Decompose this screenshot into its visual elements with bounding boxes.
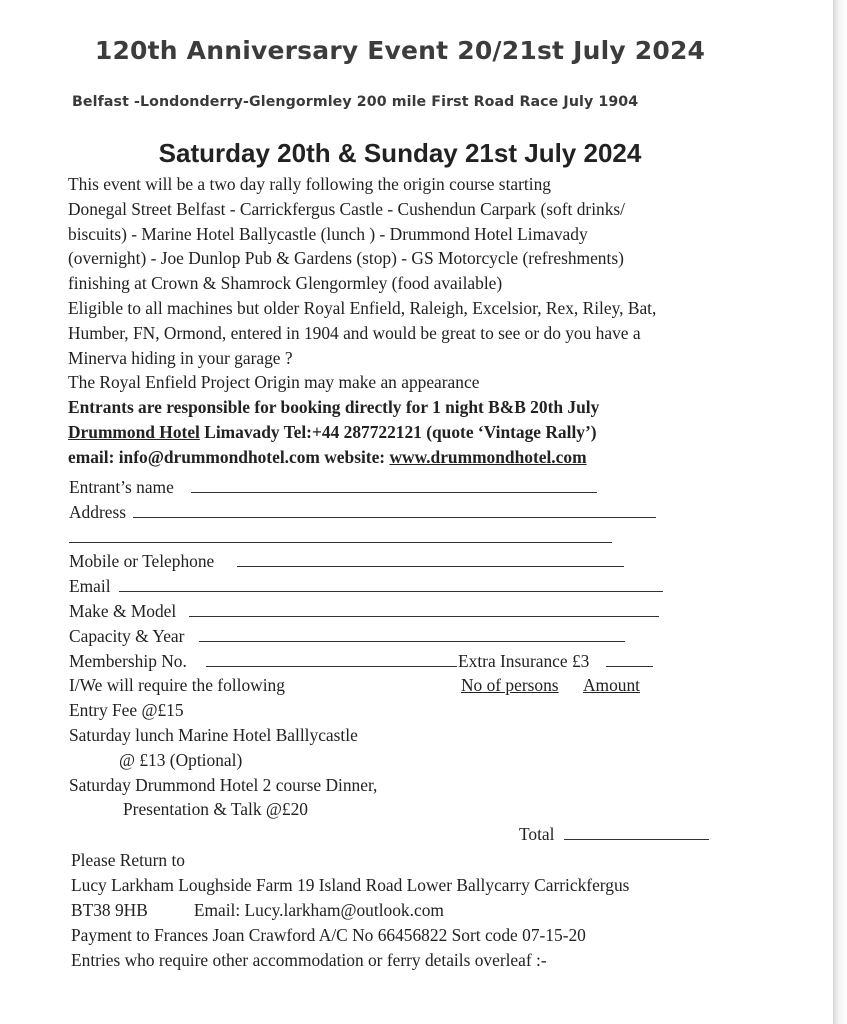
entry-form: [69, 477, 769, 849]
hotel-name-link[interactable]: Drummond Hotel: [68, 421, 200, 442]
description-line: Donegal Street Belfast - Carrickfergus Castle - Cushendun Carpark (soft drinks/: [68, 198, 626, 219]
address-row-2: [69, 527, 769, 552]
scan-edge-shadow: [833, 0, 847, 1024]
description-line: biscuits) - Marine Hotel Ballycastle (lunch ) - Drummond Hotel Limavady: [68, 223, 588, 244]
description-line: Eligible to all machines but older Royal Enfield, Raleigh, Excelsior, Rex, Riley, Bat,: [68, 297, 657, 318]
description-line: (overnight) - Joe Dunlop Pub & Gardens (stop) - GS Motorcycle (refreshments): [68, 248, 624, 269]
description-line: The Royal Enfield Project Origin may make an appearance: [68, 372, 480, 393]
dinner-row: [69, 775, 769, 800]
event-dates-heading: Saturday 20th & Sunday 21st July 2024: [158, 138, 642, 168]
lunch-price-label: @ £13 (Optional): [119, 749, 243, 770]
make-model-row: [69, 601, 769, 626]
membership-row: [69, 651, 769, 676]
description-line: This event will be a two day rally following the origin course starting: [68, 174, 551, 194]
address-field-line1[interactable]: [133, 502, 656, 518]
phone-label: Mobile or Telephone: [69, 551, 215, 572]
entry-fee-row: [69, 700, 769, 725]
entrant-name-row: [69, 477, 769, 502]
make-model-field[interactable]: [189, 601, 659, 617]
phone-row: [69, 551, 769, 576]
overleaf-note: Entries who require other accommodation or ferry details overleaf :-: [71, 950, 547, 970]
make-model-label: Make & Model: [69, 600, 177, 621]
dinner-label: Saturday Drummond Hotel 2 course Dinner,: [69, 774, 378, 795]
page-title: 120th Anniversary Event 20/21st July 2024: [94, 36, 706, 65]
event-subtitle: Belfast -Londonderry-Glengormley 200 mile First Road Race July 1904: [72, 94, 639, 110]
total-row: [69, 824, 769, 849]
hotel-website-link[interactable]: www.drummondhotel.com: [389, 446, 587, 467]
capacity-year-label: Capacity & Year: [69, 625, 185, 646]
requirements-header-row: [69, 675, 769, 700]
membership-label: Membership No.: [69, 650, 187, 671]
lunch-label: Saturday lunch Marine Hotel Balllycastle: [69, 724, 358, 745]
entrant-name-label: Entrant’s name: [69, 477, 174, 497]
address-label: Address: [69, 501, 126, 522]
email-row: [69, 576, 769, 601]
lunch-row: [69, 725, 769, 750]
total-label: Total: [519, 824, 555, 845]
return-address: Lucy Larkham Loughside Farm 19 Island Road Lower Ballycarry Carrickfergus: [71, 875, 630, 895]
description-line: Minerva hiding in your garage ?: [68, 347, 293, 368]
address-field-line2[interactable]: [69, 527, 612, 543]
email-field[interactable]: [119, 576, 663, 592]
no-of-persons-header: No of persons: [461, 675, 559, 696]
event-description: [68, 172, 768, 470]
description-line: finishing at Crown & Shamrock Glengormley (food available): [68, 273, 503, 294]
postcode: BT38 9HB: [71, 900, 148, 920]
return-email: Email: Lucy.larkham@outlook.com: [193, 900, 444, 920]
hotel-email-line: [68, 445, 768, 470]
dinner-price-row: [69, 799, 769, 824]
entry-fee-label: Entry Fee @£15: [69, 700, 184, 721]
require-following-label: I/We will require the following: [69, 675, 285, 696]
capacity-year-row: [69, 626, 769, 651]
entrant-name-field[interactable]: [191, 477, 597, 493]
address-row: [69, 502, 769, 527]
dinner-price-label: Presentation & Talk @£20: [123, 799, 308, 820]
extra-insurance-field[interactable]: [606, 651, 653, 667]
total-field[interactable]: [564, 824, 709, 840]
amount-header: Amount: [583, 675, 641, 696]
description-line: Humber, FN, Ormond, entered in 1904 and would be great to see or do you have a: [68, 322, 641, 343]
hotel-contact-line: [68, 420, 768, 445]
hotel-details: Limavady Tel:+44 287722121 (quote ‘Vintage Rally’): [199, 421, 597, 442]
lunch-price-row: [69, 750, 769, 775]
membership-field[interactable]: [206, 651, 457, 667]
email-label: Email: [69, 576, 111, 597]
booking-notice: Entrants are responsible for booking directly for 1 night B&B 20th July: [68, 397, 600, 418]
payment-details: Payment to Frances Joan Crawford A/C No 66456822 Sort code 07-15-20: [71, 925, 586, 945]
hotel-email-label: email: info@drummondhotel.com website:: [68, 446, 390, 467]
capacity-year-field[interactable]: [199, 626, 625, 642]
extra-insurance-label: Extra Insurance £3: [458, 650, 590, 671]
return-to-label: Please Return to: [71, 850, 185, 870]
postcode-email-line: [71, 898, 771, 923]
return-instructions: [71, 848, 771, 973]
phone-field[interactable]: [237, 551, 624, 567]
